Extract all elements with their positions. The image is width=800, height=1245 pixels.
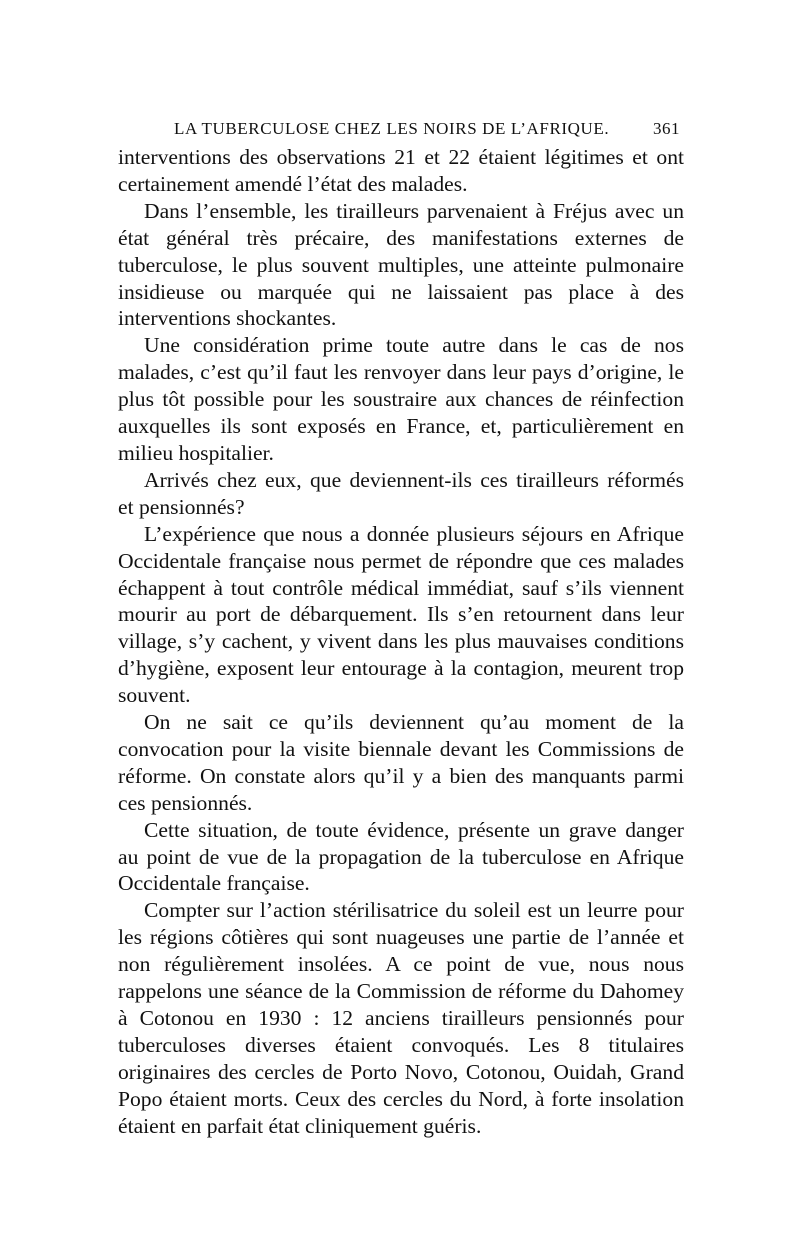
paragraph: Arrivés chez eux, que deviennent-ils ces tirailleurs réformés et pensionnés? — [118, 467, 684, 519]
paragraph-continuation: interventions des observations 21 et 22 étaient légitimes et ont certainement amendé l’état des malades. — [118, 145, 684, 196]
running-head — [174, 114, 680, 144]
running-head-title: LA TUBERCULOSE CHEZ LES NOIRS DE L’AFRIQUE. — [174, 119, 610, 138]
book-page — [118, 114, 684, 1140]
paragraph: L’expérience que nous a donnée plusieurs séjours en Afrique Occidentale française nous permet de répondre que ces malades échappent à tout contrôle médical immédiat, sauf s’ils viennent mourir au port de débarquement. Ils s’en retournent dans leur village, s’y cachent, y vivent dans les plus mauvaises conditions d’hygiène, exposent leur entourage à la contagion, meurent trop souvent. — [118, 521, 684, 708]
paragraph: Compter sur l’action stérilisatrice du soleil est un leurre pour les régions côtières qui sont nuageuses une partie de l’année et non régulièrement insolées. A ce point de vue, nous nous rappelons une séance de la Commission de réforme du Dahomey à Cotonou en 1930 : 12 anciens tirailleurs pensionnés pour tuberculoses diverses étaient convoqués. Les 8 titulaires originaires des cercles de Porto Novo, Cotonou, Ouidah, Grand Popo étaient morts. Ceux des cercles du Nord, à forte insolation étaient en parfait état cliniquement guéris. — [118, 898, 684, 1138]
body-text — [118, 144, 684, 1140]
paragraph: Une considération prime toute autre dans le cas de nos malades, c’est qu’il faut les renvoyer dans leur pays d’origine, le plus tôt possible pour les soustraire aux chances de réinfection auxquelles ils sont exposés en France, et, particulièrement en milieu hospitalier. — [118, 333, 684, 465]
paragraph: Cette situation, de toute évidence, présente un grave danger au point de vue de la propagation de la tuberculose en Afrique Occidentale française. — [118, 817, 684, 896]
paragraph: Dans l’ensemble, les tirailleurs parvenaient à Fréjus avec un état général très précaire, des manifestations externes de tuberculose, le plus souvent multiples, une atteinte pulmonaire insidieuse ou marquée qui ne laissaient pas place à des interventions shockantes. — [118, 198, 684, 331]
paragraph: On ne sait ce qu’ils deviennent qu’au moment de la convocation pour la visite biennale devant les Commissions de réforme. On constate alors qu’il y a bien des manquants parmi ces pensionnés. — [118, 710, 684, 815]
page-number: 361 — [653, 119, 680, 138]
